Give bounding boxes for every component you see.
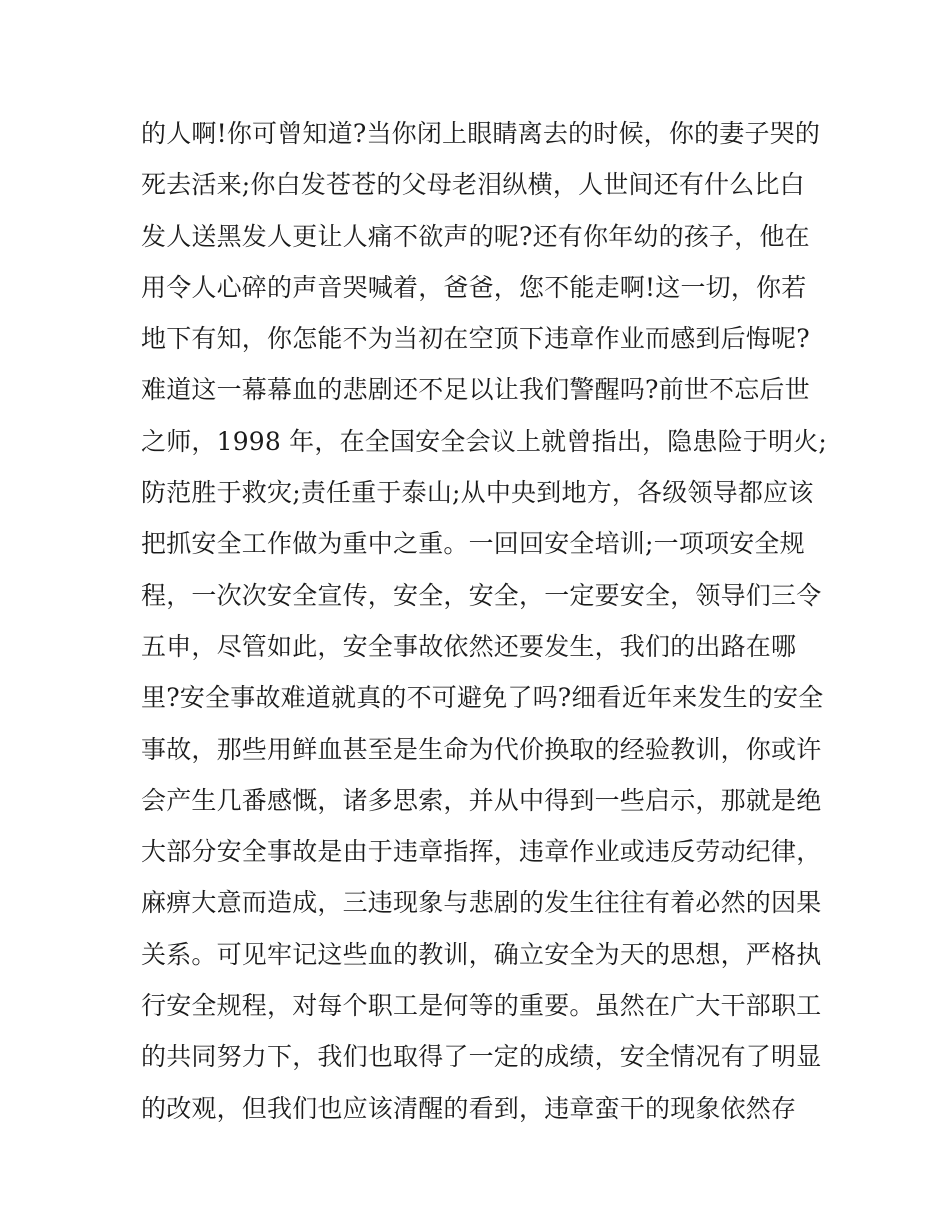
text-line: 事故，那些用鲜血甚至是生命为代价换取的经验教训，你或许 — [141, 734, 822, 764]
text-line: 用令人心碎的声音哭喊着，爸爸，您不能走啊!这一切，你若 — [141, 272, 807, 302]
text-line: 里?安全事故难道就真的不可避免了吗?细看近年来发生的安全 — [141, 683, 824, 713]
text-line: 把抓安全工作做为重中之重。一回回安全培训;一项项安全规 — [141, 529, 805, 559]
text-line: 发人送黑发人更让人痛不欲声的呢?还有你年幼的孩子，他在 — [141, 221, 810, 251]
text-line: 大部分安全事故是由于违章指挥，违章作业或违反劳动纪律， — [141, 837, 822, 867]
text-line: 之师，1998 年，在全国安全会议上就曾指出，隐患险于明火; — [141, 426, 827, 456]
text-line: 程，一次次安全宣传，安全，安全，一定要安全，领导们三令 — [141, 580, 822, 610]
text-line: 的人啊!你可曾知道?当你闭上眼睛离去的时候，你的妻子哭的 — [141, 119, 821, 148]
text-line: 难道这一幕幕血的悲剧还不足以让我们警醒吗?前世不忘后世 — [141, 375, 810, 405]
text-line: 关系。可见牢记这些血的教训，确立安全为天的思想，严格执 — [141, 939, 822, 969]
text-line: 行安全规程，对每个职工是何等的重要。虽然在广大干部职工 — [141, 991, 822, 1021]
text-line: 地下有知，你怎能不为当初在空顶下违章作业而感到后悔呢? — [141, 324, 810, 354]
text-line: 的改观，但我们也应该清醒的看到，违章蛮干的现象依然存 — [141, 1093, 797, 1123]
text-line: 五申，尽管如此，安全事故依然还要发生，我们的出路在哪 — [141, 631, 797, 661]
text-line: 麻痹大意而造成，三违现象与悲剧的发生往往有着必然的因果 — [141, 888, 822, 918]
body-text — [141, 108, 827, 1134]
text-line: 死去活来;你白发苍苍的父母老泪纵横，人世间还有什么比白 — [141, 170, 805, 200]
text-line: 防范胜于救灾;责任重于泰山;从中央到地方，各级领导都应该 — [141, 478, 814, 508]
text-line: 会产生几番感慨，诸多思索，并从中得到一些启示，那就是绝 — [141, 785, 822, 815]
text-line: 的共同努力下，我们也取得了一定的成绩，安全情况有了明显 — [141, 1042, 822, 1072]
